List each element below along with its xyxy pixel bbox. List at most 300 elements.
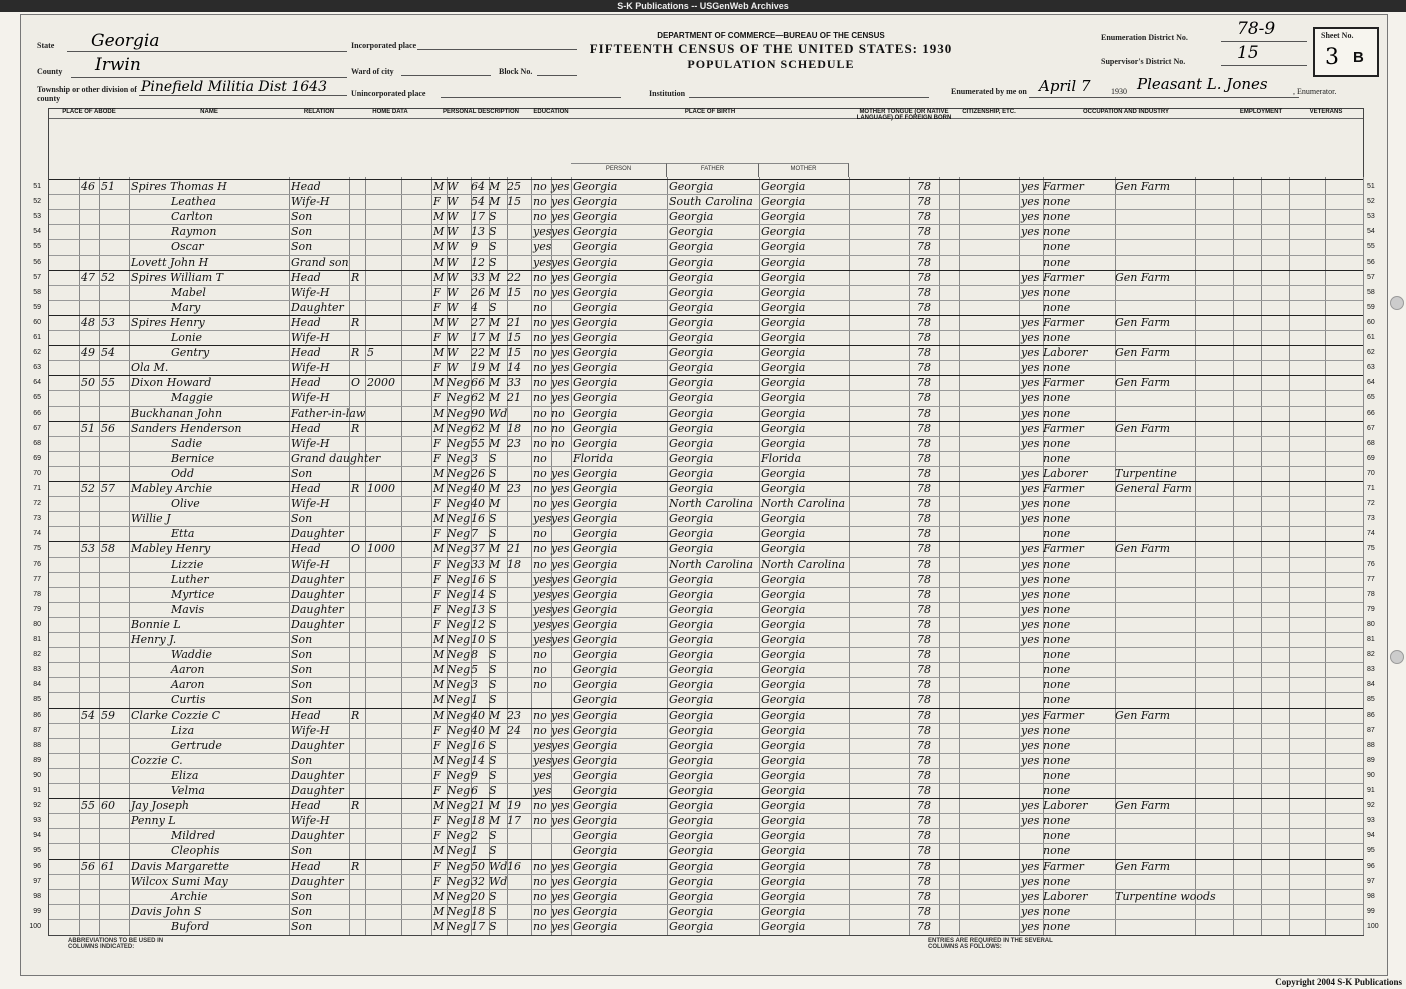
table-row <box>33 753 1375 768</box>
relation-cell: Daughter <box>291 572 344 586</box>
family-number-cell: 51 <box>101 180 115 193</box>
person-name-cell: Wilcox Sumi May <box>131 874 228 888</box>
sex-cell: M <box>433 376 445 390</box>
line-number: 81 <box>1367 636 1375 643</box>
age-at-marriage-cell: 21 <box>507 315 521 329</box>
sex-cell: M <box>433 799 445 813</box>
age-cell: 6 <box>471 784 478 797</box>
birthplace-mother-cell: Georgia <box>761 572 806 586</box>
industry-cell <box>1115 632 1195 647</box>
occupation-cell: none <box>1043 210 1071 224</box>
birthplace-person-cell: Georgia <box>573 738 618 752</box>
age-at-marriage-cell <box>507 224 529 239</box>
industry-cell <box>1115 768 1195 783</box>
person-name-cell: Gertrude <box>171 738 222 752</box>
family-number-cell <box>101 209 121 224</box>
industry-cell <box>1115 255 1195 270</box>
family-number-cell <box>101 224 121 239</box>
occupation-cell: Farmer <box>1043 270 1084 284</box>
person-name-cell: Davis Margarette <box>131 859 230 873</box>
birthplace-person-cell: Georgia <box>573 829 618 843</box>
relation-cell: Head <box>291 421 321 435</box>
school-attendance-cell: no <box>533 195 547 209</box>
home-value-cell <box>367 874 401 889</box>
table-row <box>33 843 1375 858</box>
line-number-left: 56 <box>33 258 41 266</box>
person-name-cell: Eliza <box>171 768 199 782</box>
relation-cell: Son <box>291 225 313 239</box>
birth-code-cell: 78 <box>917 678 931 692</box>
speaks-english-cell <box>1021 692 1041 707</box>
home-tenure-cell: R <box>351 315 360 329</box>
birthplace-mother-cell: Georgia <box>761 919 806 933</box>
birth-code-cell: 78 <box>917 768 931 782</box>
speaks-english-cell: yes <box>1021 799 1040 813</box>
age-cell: 33 <box>471 557 485 571</box>
age-cell: 21 <box>471 799 485 813</box>
line-number-left: 69 <box>33 454 41 462</box>
family-number-cell <box>101 360 121 375</box>
family-number-cell <box>101 768 121 783</box>
sex-cell: M <box>433 648 445 662</box>
race-cell: Neg <box>447 904 471 918</box>
race-cell: W <box>447 361 459 375</box>
table-row <box>33 345 1375 360</box>
table-row <box>33 692 1375 707</box>
line-number-left: 85 <box>33 696 41 704</box>
birthplace-father-cell: Georgia <box>669 225 714 239</box>
school-attendance-cell: no <box>533 482 547 495</box>
industry-cell <box>1115 194 1195 209</box>
industry-cell <box>1115 526 1195 541</box>
marital-status-cell: M <box>489 482 501 495</box>
read-write-cell: yes <box>551 466 570 480</box>
family-number-cell <box>101 662 121 677</box>
dwelling-number-cell <box>81 843 99 858</box>
birthplace-mother-cell: Georgia <box>761 738 806 752</box>
occupation-cell: none <box>1043 436 1071 450</box>
school-attendance-cell: no <box>533 331 547 344</box>
person-name-cell: Dixon Howard <box>131 376 212 390</box>
age-cell: 1 <box>471 693 478 707</box>
family-number-cell <box>101 496 121 511</box>
dwelling-number-cell <box>81 738 99 753</box>
home-value-cell: 5 <box>367 346 374 360</box>
speaks-english-cell: yes <box>1021 346 1040 360</box>
occupation-cell: none <box>1043 572 1071 586</box>
home-value-cell <box>367 919 401 934</box>
race-cell: Neg <box>447 421 471 435</box>
dwelling-number-cell <box>81 889 99 904</box>
marital-status-cell: M <box>489 285 501 299</box>
birthplace-mother-cell: Georgia <box>761 285 806 299</box>
line-number-left: 61 <box>33 334 41 341</box>
occupation-cell: Farmer <box>1043 376 1084 390</box>
birthplace-father-cell: Georgia <box>669 919 714 933</box>
line-number: 93 <box>1367 817 1375 825</box>
race-cell: Neg <box>447 738 471 752</box>
marital-status-cell: S <box>489 768 497 782</box>
read-write-cell: yes <box>551 270 570 284</box>
marital-status-cell: M <box>489 497 501 511</box>
speaks-english-cell <box>1021 677 1041 692</box>
home-value-cell <box>367 390 401 405</box>
school-attendance-cell: yes <box>533 572 552 586</box>
dwelling-number-cell <box>81 224 99 239</box>
birthplace-father-cell: Georgia <box>669 799 714 813</box>
line-number-left: 65 <box>33 394 41 402</box>
table-row <box>33 859 1375 874</box>
age-at-marriage-cell <box>507 617 529 632</box>
read-write-cell: yes <box>551 799 570 813</box>
sex-cell: M <box>433 270 445 284</box>
sex-cell: F <box>433 331 441 344</box>
school-attendance-cell <box>533 843 551 858</box>
dwelling-number-cell <box>81 723 99 738</box>
relation-cell: Wife-H <box>291 285 330 299</box>
marital-status-cell: S <box>489 225 497 239</box>
industry-cell <box>1115 828 1195 843</box>
age-at-marriage-cell: 21 <box>507 391 521 405</box>
marital-status-cell: S <box>489 648 497 662</box>
sheet-label: Sheet No. <box>1321 31 1354 40</box>
sex-cell: F <box>433 195 441 209</box>
race-cell: W <box>447 331 459 344</box>
marital-status-cell: S <box>489 889 497 903</box>
industry-cell <box>1115 224 1195 239</box>
birthplace-mother-cell: Georgia <box>761 587 806 601</box>
age-cell: 26 <box>471 285 485 299</box>
line-number-left: 74 <box>33 530 41 538</box>
marital-status-cell: S <box>489 693 497 707</box>
birthplace-person-cell: Georgia <box>573 572 618 586</box>
birthplace-mother-cell: Georgia <box>761 210 806 224</box>
home-value-cell: 1000 <box>367 542 395 556</box>
census-footer <box>48 934 1362 958</box>
home-tenure-cell <box>351 919 367 934</box>
line-number: 53 <box>1367 213 1375 221</box>
home-value-cell <box>367 587 401 602</box>
home-value-cell <box>367 572 401 587</box>
dwelling-number-cell <box>81 496 99 511</box>
birthplace-person-cell: Georgia <box>573 602 618 616</box>
age-at-marriage-cell <box>507 919 529 934</box>
sex-cell: M <box>433 180 445 193</box>
race-cell: Neg <box>447 723 471 737</box>
family-number-cell <box>101 436 121 451</box>
relation-cell: Father-in-law <box>291 406 366 420</box>
relation-cell: Son <box>291 889 313 903</box>
person-name-cell: Sanders Henderson <box>131 421 242 435</box>
home-tenure-cell <box>351 330 367 345</box>
line-number: 71 <box>1367 485 1375 492</box>
birthplace-person-cell: Georgia <box>573 889 618 903</box>
race-cell: Neg <box>447 784 471 797</box>
home-tenure-cell <box>351 874 367 889</box>
occupation-cell: none <box>1043 844 1071 858</box>
family-number-cell <box>101 587 121 602</box>
home-tenure-cell <box>351 436 367 451</box>
sex-cell: F <box>433 602 441 616</box>
marital-status-cell: S <box>489 300 497 314</box>
age-cell: 3 <box>471 451 478 465</box>
person-name-cell: Clarke Cozzie C <box>131 708 220 722</box>
birthplace-mother-cell: Georgia <box>761 512 806 526</box>
speaks-english-cell: yes <box>1021 315 1040 329</box>
occupation-cell: none <box>1043 255 1071 269</box>
dwelling-number-cell <box>81 194 99 209</box>
table-row <box>33 526 1375 541</box>
race-cell: Neg <box>447 406 471 420</box>
home-tenure-cell: R <box>351 482 360 495</box>
occupation-cell: none <box>1043 406 1071 420</box>
home-value-cell <box>367 889 401 904</box>
birthplace-mother-cell: Georgia <box>761 421 806 435</box>
dwelling-number-cell <box>81 390 99 405</box>
line-number: 97 <box>1367 877 1375 885</box>
occupation-cell: none <box>1043 285 1071 299</box>
birthplace-father-cell: Georgia <box>669 180 714 193</box>
relation-cell: Son <box>291 693 313 707</box>
occupation-cell: none <box>1043 904 1071 918</box>
birthplace-person-cell: Georgia <box>573 497 618 511</box>
birthplace-person-cell: Georgia <box>573 799 618 813</box>
race-cell: Neg <box>447 919 471 933</box>
table-row <box>33 300 1375 315</box>
birthplace-mother-cell: Georgia <box>761 768 806 782</box>
birth-code-cell: 78 <box>917 738 931 752</box>
sex-cell: M <box>433 844 445 858</box>
birth-code-cell: 78 <box>917 195 931 209</box>
occupation-cell: none <box>1043 753 1071 767</box>
birth-code-cell: 78 <box>917 331 931 344</box>
school-attendance-cell: no <box>533 527 547 541</box>
birth-code-cell: 78 <box>917 376 931 390</box>
census-title: FIFTEENTH CENSUS OF THE UNITED STATES: 1930 <box>589 41 953 56</box>
dwelling-number-cell <box>81 557 99 572</box>
age-at-marriage-cell: 25 <box>507 180 521 193</box>
home-value-cell <box>367 647 401 662</box>
binder-hole <box>1390 650 1404 664</box>
marital-status-cell: S <box>489 904 497 918</box>
home-tenure-cell <box>351 406 367 421</box>
marital-status-cell: S <box>489 602 497 616</box>
occupation-cell: none <box>1043 768 1071 782</box>
age-cell: 40 <box>471 482 485 495</box>
read-write-cell: yes <box>551 482 570 495</box>
school-attendance-cell: no <box>533 648 547 662</box>
birthplace-person-cell: Florida <box>573 451 614 465</box>
dwelling-number-cell: 51 <box>81 421 95 435</box>
birthplace-mother-cell: Georgia <box>761 784 806 797</box>
dwelling-number-cell <box>81 526 99 541</box>
birth-code-cell: 78 <box>917 557 931 571</box>
occupation-cell: none <box>1043 587 1071 601</box>
race-cell: Neg <box>447 693 471 707</box>
age-at-marriage-cell <box>507 677 529 692</box>
race-cell: Neg <box>447 859 471 873</box>
dwelling-number-cell <box>81 602 99 617</box>
school-attendance-cell: yes <box>533 225 552 239</box>
birthplace-mother-cell: Georgia <box>761 255 806 269</box>
relation-cell: Son <box>291 633 313 646</box>
line-number: 90 <box>1367 771 1375 779</box>
age-at-marriage-cell <box>507 647 529 662</box>
industry-cell <box>1115 783 1195 798</box>
home-value-cell <box>367 768 401 783</box>
home-value-cell: 2000 <box>367 376 395 390</box>
home-value-cell <box>367 179 401 194</box>
birth-code-cell: 78 <box>917 844 931 858</box>
dwelling-number-cell <box>81 436 99 451</box>
relation-cell: Wife-H <box>291 814 330 828</box>
home-value-cell <box>367 285 401 300</box>
birthplace-father-cell: Georgia <box>669 753 714 767</box>
family-number-cell <box>101 889 121 904</box>
birthplace-father-cell: Georgia <box>669 406 714 420</box>
person-name-cell: Mabley Archie <box>131 482 213 495</box>
race-cell: Neg <box>447 844 471 858</box>
sheet-number: 3 <box>1325 45 1339 70</box>
township-label: Township or other division of county <box>37 85 137 103</box>
dwelling-number-cell <box>81 919 99 934</box>
home-value-cell <box>367 315 401 330</box>
person-name-cell: Mabel <box>171 285 206 299</box>
ward-label: Ward of city <box>351 67 394 76</box>
relation-cell: Wife-H <box>291 391 330 405</box>
line-number-left: 66 <box>33 409 41 417</box>
dwelling-number-cell <box>81 239 99 254</box>
race-cell: Neg <box>447 874 471 888</box>
birthplace-mother-cell: Georgia <box>761 829 806 843</box>
speaks-english-cell: yes <box>1021 406 1040 420</box>
age-at-marriage-cell: 22 <box>507 270 521 284</box>
age-cell: 10 <box>471 633 485 646</box>
birthplace-person-cell: Georgia <box>573 240 618 254</box>
sex-cell: M <box>433 225 445 239</box>
birthplace-person-cell: Georgia <box>573 648 618 662</box>
family-number-cell <box>101 813 121 828</box>
speaks-english-cell: yes <box>1021 421 1040 435</box>
birth-code-cell: 78 <box>917 784 931 797</box>
birthplace-father-cell: Georgia <box>669 346 714 360</box>
family-number-cell <box>101 557 121 572</box>
table-row <box>33 360 1375 375</box>
marital-status-cell: S <box>489 678 497 692</box>
birthplace-father-cell: Georgia <box>669 708 714 722</box>
family-number-cell: 61 <box>101 859 115 873</box>
group-education: EDUCATION <box>531 109 571 119</box>
birthplace-mother-cell: Georgia <box>761 346 806 360</box>
speaks-english-cell: yes <box>1021 572 1040 586</box>
industry-cell: Gen Farm <box>1115 315 1171 329</box>
table-row <box>33 708 1375 723</box>
home-tenure-cell <box>351 179 367 194</box>
relation-cell: Daughter <box>291 874 344 888</box>
age-cell: 7 <box>471 527 478 541</box>
sex-cell: M <box>433 466 445 480</box>
table-row <box>33 451 1375 466</box>
birthplace-person-cell: Georgia <box>573 210 618 224</box>
person-name-cell: Cozzie C. <box>131 753 183 767</box>
line-number: 75 <box>1367 545 1375 553</box>
person-name-cell: Mildred <box>171 829 216 843</box>
birth-code-cell: 78 <box>917 693 931 707</box>
birthplace-father-cell: Georgia <box>669 285 714 299</box>
marital-status-cell: M <box>489 331 501 344</box>
marital-status-cell: M <box>489 376 501 390</box>
sex-cell: F <box>433 451 441 465</box>
table-row <box>29 919 1379 934</box>
birthplace-person-cell: Georgia <box>573 633 618 646</box>
school-attendance-cell: no <box>533 315 547 329</box>
institution-label: Institution <box>649 89 686 98</box>
marital-status-cell: S <box>489 784 497 797</box>
industry-cell <box>1115 390 1195 405</box>
dwelling-number-cell: 56 <box>81 859 95 873</box>
birthplace-father-cell: Georgia <box>669 904 714 918</box>
birthplace-mother-cell: Georgia <box>761 466 806 480</box>
home-value-cell <box>367 723 401 738</box>
relation-cell: Daughter <box>291 768 344 782</box>
relation-cell: Son <box>291 240 313 254</box>
industry-cell <box>1115 904 1195 919</box>
enum-district-value: 78-9 <box>1237 19 1276 39</box>
birth-code-cell: 78 <box>917 904 931 918</box>
school-attendance-cell: no <box>533 361 547 375</box>
birthplace-father-cell: Georgia <box>669 829 714 843</box>
race-cell: W <box>447 270 459 284</box>
marital-status-cell: M <box>489 315 501 329</box>
line-number-left: 80 <box>33 620 41 628</box>
age-cell: 55 <box>471 436 485 450</box>
birthplace-mother-cell: Georgia <box>761 859 806 873</box>
industry-cell: Gen Farm <box>1115 542 1171 556</box>
birthplace-mother-cell: Georgia <box>761 482 806 495</box>
birthplace-person-cell: Georgia <box>573 859 618 873</box>
birth-mother-head: MOTHER <box>759 163 849 177</box>
race-cell: Neg <box>447 602 471 616</box>
age-at-marriage-cell <box>507 602 529 617</box>
sex-cell: F <box>433 361 441 375</box>
birth-code-cell: 78 <box>917 270 931 284</box>
speaks-english-cell <box>1021 662 1041 677</box>
sex-cell: F <box>433 784 441 797</box>
industry-cell: Gen Farm <box>1115 346 1171 360</box>
birthplace-father-cell: Georgia <box>669 602 714 616</box>
birthplace-person-cell: Georgia <box>573 723 618 737</box>
line-number: 56 <box>1367 258 1375 266</box>
school-attendance-cell: no <box>533 874 547 888</box>
read-write-cell <box>551 828 571 843</box>
school-attendance-cell: yes <box>533 633 552 646</box>
relation-cell: Son <box>291 210 313 224</box>
birth-person-head: PERSON <box>571 163 667 177</box>
race-cell: Neg <box>447 889 471 903</box>
race-cell: Neg <box>447 572 471 586</box>
marital-status-cell: S <box>489 210 497 224</box>
occupation-cell: none <box>1043 814 1071 828</box>
sex-cell: M <box>433 421 445 435</box>
read-write-cell: no <box>551 421 565 435</box>
person-name-cell: Lovett John H <box>131 255 209 269</box>
sex-cell: M <box>433 512 445 526</box>
birthplace-person-cell: Georgia <box>573 391 618 405</box>
age-at-marriage-cell: 18 <box>507 557 521 571</box>
enumerated-date: April 7 <box>1039 77 1091 95</box>
person-name-cell: Leathea <box>171 195 216 209</box>
birthplace-mother-cell: Georgia <box>761 799 806 813</box>
